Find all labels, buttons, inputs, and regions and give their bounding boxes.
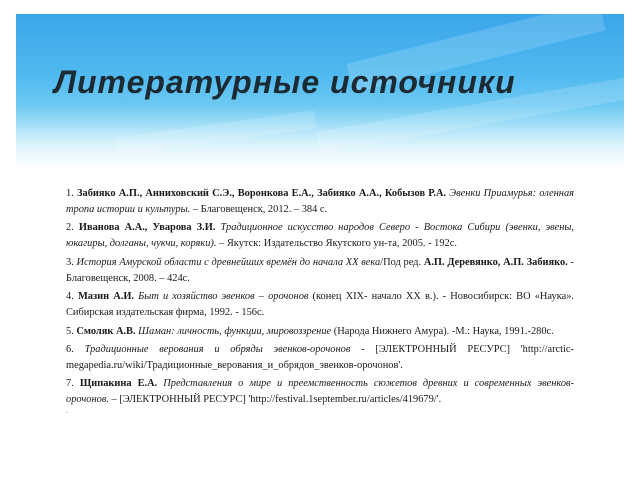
reference-editor-prefix: /Под ред. [380, 256, 424, 268]
reference-item-4 [66, 289, 574, 321]
title-banner [16, 14, 624, 166]
reference-item-3 [66, 255, 574, 287]
reference-authors: Мазин А.И. [77, 291, 135, 303]
reference-item-5 [66, 324, 574, 340]
reference-title: Представления о мире и преемственность сюжетов древних и современных эвенков-орочонов. [66, 378, 574, 406]
reference-number: 1. [66, 188, 74, 199]
reference-item-2 [66, 220, 574, 252]
reference-details: - Благовещенск, 2008. – 424с. [66, 256, 574, 284]
reference-editors: А.П. Деревянко, А.П. Забияко. [423, 256, 568, 268]
slide-title: Литературные источники [54, 64, 516, 100]
reference-title: История Амурской области с древнейших времён до начала XX века [76, 256, 381, 268]
reference-details: (конец XIX- начало XX в.). - Новосибирск: ВО «Наука». Сибирская издательская фирма, 1992. - 156с. [66, 291, 574, 319]
reference-details: – [ЭЛЕКТРОННЫЙ РЕСУРС] 'http://festival.1september.ru/articles/419679/'. [108, 394, 442, 406]
reference-details: – Якутск: Издательство Якутского ун-та, 2005. - 192с. [216, 238, 457, 250]
reference-authors: Смоляк А.В. [76, 325, 136, 337]
reference-number: 4. [66, 291, 74, 303]
reference-item-6 [66, 342, 574, 374]
reference-details: - [ЭЛЕКТРОННЫЙ РЕСУРС] 'http://arctic-megapedia.ru/wiki/Традиционные_верования_и_обрядов_эвенков-орочонов'. [66, 343, 575, 371]
reference-authors: Иванова А.А., Уварова З.И. [78, 222, 216, 234]
reference-authors: Забияко А.П., Анниховский С.Э., Воронкова Е.А., Забияко А.А., Кобызов Р.А. [77, 188, 447, 199]
reference-number: 3. [66, 256, 74, 268]
reference-authors: Щипакина Е.А. [79, 378, 158, 390]
reference-details: (Народа Нижнего Амура). -М.: Наука, 1991.-280с. [331, 325, 554, 337]
reference-title: Традиционное искусство народов Северо - Востока Сибири (эвенки, эвены, юкагиры, долганы, чукчи, коряки). [66, 222, 574, 250]
reference-title: Эвенки Приамурья: оленная тропа истории и культуры. [66, 188, 574, 216]
reference-title: Быт и хозяйство эвенков – орочонов [134, 291, 309, 303]
reference-number: 7. [66, 378, 74, 390]
reference-number: 6. [66, 343, 74, 355]
reference-item-1 [66, 186, 574, 218]
reference-number: 2. [66, 222, 74, 234]
reference-title: Шаман: личность, функции, мировоззрение [135, 325, 332, 337]
trailing-mark: . [66, 405, 69, 415]
reference-title: Традиционные верования и обряды эвенков-орочонов [84, 343, 351, 355]
reference-details: – Благовещенск, 2012. – 384 с. [190, 204, 328, 216]
reference-item-7 [66, 376, 574, 408]
reference-list [66, 186, 574, 411]
reference-number: 5. [66, 325, 74, 337]
banner-glow [16, 106, 624, 166]
